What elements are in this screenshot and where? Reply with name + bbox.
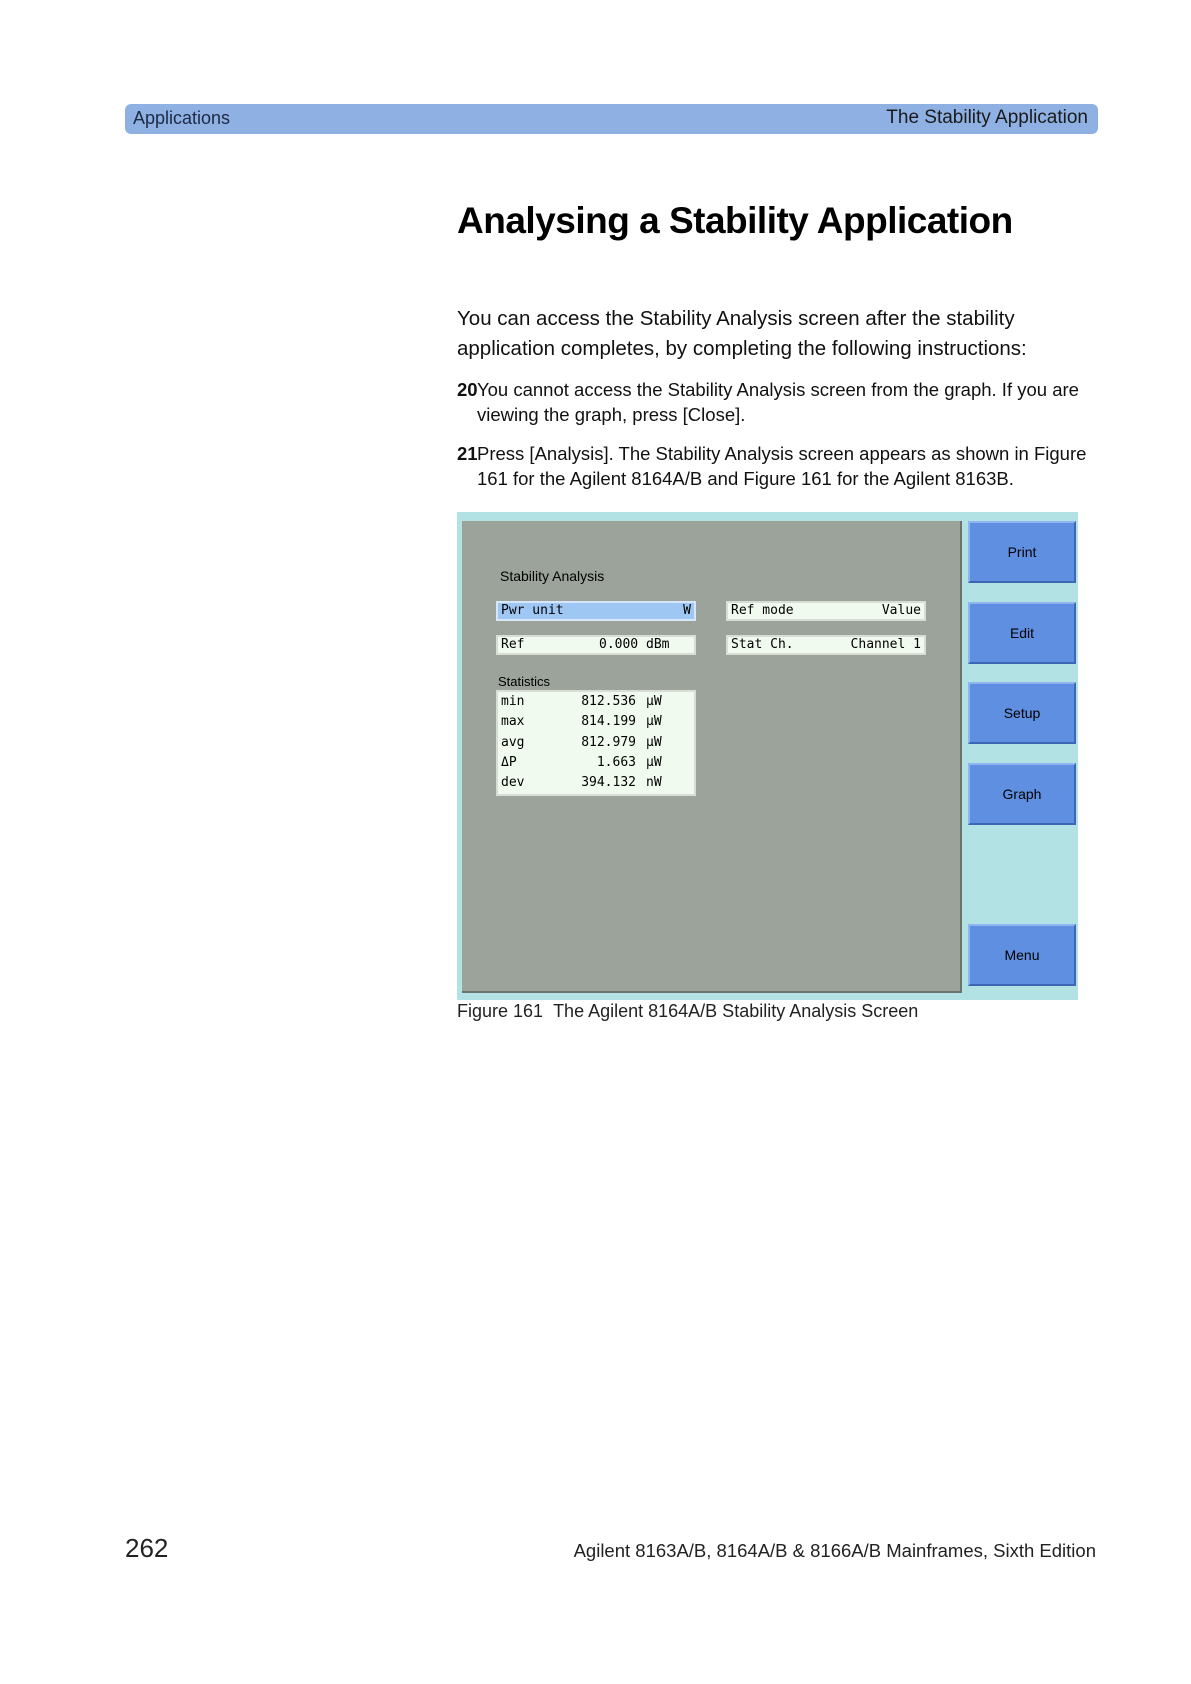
header-section: Applications [133,108,231,128]
stat-value: 814.199 [581,714,636,730]
stat-row-dev [498,773,694,793]
ref-label: Ref [501,637,525,652]
statistics-table [496,690,696,796]
page-number: 262 [125,1533,169,1563]
stat-name: dev [501,775,525,791]
edit-button[interactable]: Edit [968,602,1076,664]
step-number: 20 [457,379,478,400]
stat-name: avg [501,734,525,750]
step-text: Press [Analysis]. The Stability Analysis screen appears as shown in Figure 161 for the Agilent 8164A/B and Figure 161 for the Agilent 8163B. [477,443,1087,489]
stat-row-max [498,712,694,732]
ref-field[interactable] [496,635,696,655]
setup-button[interactable]: Setup [968,682,1076,744]
step-text: You cannot access the Stability Analysis screen from the graph. If you are viewing the graph, press [Close]. [477,379,1079,425]
step-item [457,441,1097,491]
ref-value: 0.000 [599,637,639,652]
stat-row-avg [498,733,694,753]
stat-channel-value: Channel 1 [850,637,921,652]
intro-paragraph: You can access the Stability Analysis screen after the stability application completes, by completing the following instructions: [457,307,1027,360]
stat-unit: nW [646,775,662,791]
stability-analysis-figure [457,512,1078,1000]
ref-mode-value: Value [881,603,921,618]
statistics-label: Statistics [498,674,551,689]
menu-button[interactable]: Menu [968,924,1076,986]
instrument-screen [462,521,962,993]
ref-unit: dBm [646,637,670,652]
footer-document-title: Agilent 8163A/B, 8164A/B & 8166A/B Mainframes, Sixth Edition [573,1540,1096,1561]
pwr-unit-label: Pwr unit [501,603,564,618]
step-item [457,377,1097,427]
stat-value: 394.132 [581,775,636,791]
figure-caption-text: The Agilent 8164A/B Stability Analysis Screen [553,1001,919,1021]
stat-name: max [501,714,525,730]
stat-row-min [498,692,694,712]
print-button[interactable]: Print [968,521,1076,583]
stat-value: 1.663 [596,754,636,770]
header-topic: The Stability Application [886,107,1088,128]
screen-title: Stability Analysis [500,568,605,584]
ref-mode-label: Ref mode [731,603,794,618]
figure-label: Figure 161 [457,1001,544,1021]
stat-row-delta-p [498,753,694,773]
stat-value: 812.536 [581,694,636,709]
stat-channel-label: Stat Ch. [731,637,794,652]
figure-caption [457,1001,918,1022]
ref-mode-field[interactable] [726,601,926,621]
running-header [125,104,1098,134]
stat-unit: µW [646,694,662,709]
stat-name: ΔP [501,754,517,770]
pwr-unit-field[interactable] [496,601,696,621]
stat-value: 812.979 [581,734,636,750]
stat-channel-field[interactable] [726,635,926,655]
stat-unit: µW [646,734,662,750]
stat-unit: µW [646,754,662,770]
stat-name: min [501,694,525,709]
step-number: 21 [457,443,478,464]
graph-button[interactable]: Graph [968,763,1076,825]
pwr-unit-value: W [683,603,691,618]
stat-unit: µW [646,714,662,730]
page-title: Analysing a Stability Application [457,200,1013,241]
